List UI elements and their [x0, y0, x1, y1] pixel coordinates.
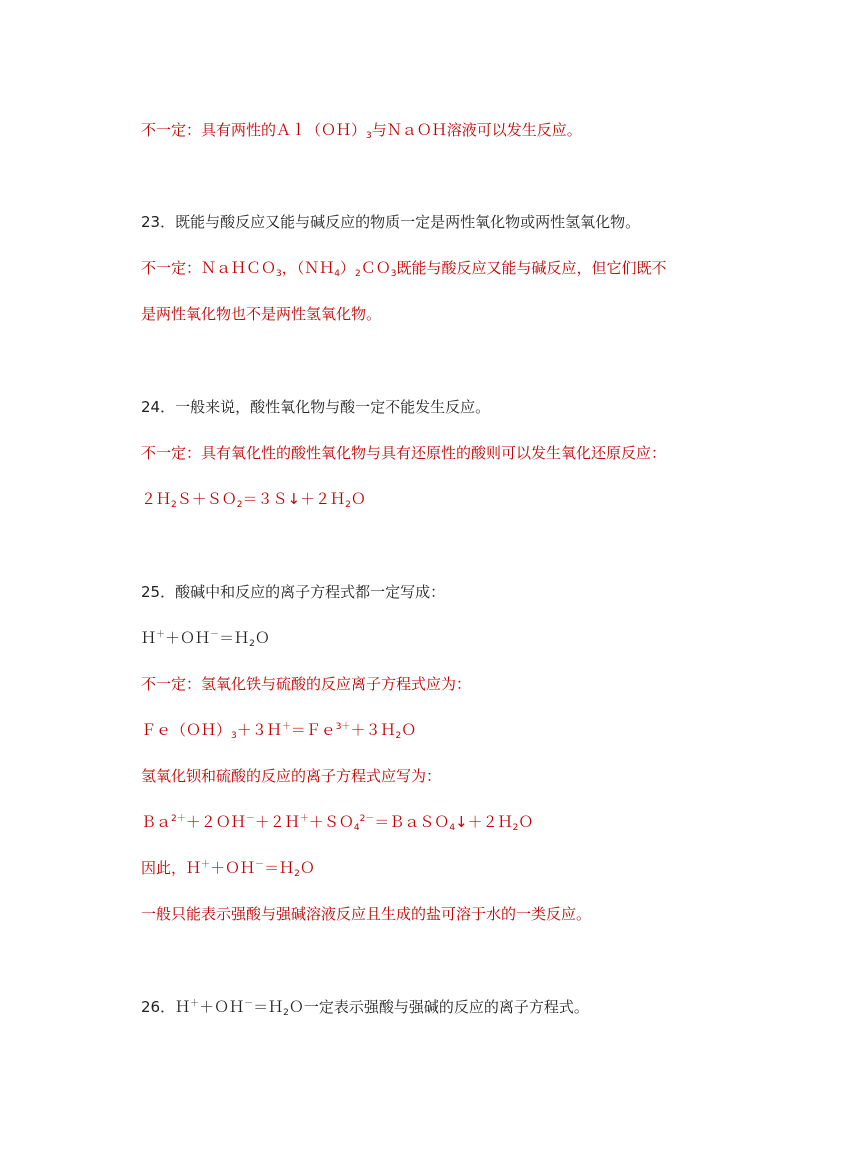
text: 不一定：具有氧化性的酸性氧化物与具有还原性的酸则可以发生氧化还原反应： — [141, 444, 667, 462]
equation-h2s-so2 — [141, 489, 366, 509]
text: 23．既能与酸反应又能与碱反应的物质一定是两性氧化物或两性氢氧化物。 — [141, 213, 641, 231]
subscript: 2 — [355, 269, 361, 279]
text: 不一定：ＮａＨＣＯ — [141, 259, 277, 277]
text: 26．Ｈ — [141, 998, 191, 1016]
subscript: 4 — [353, 823, 360, 833]
superscript: ＋ — [201, 860, 211, 870]
question-25 — [141, 582, 445, 602]
subscript: 2 — [512, 823, 519, 833]
text: Ｈ — [141, 629, 157, 647]
subscript: 2 — [236, 500, 243, 510]
subscript: 2 — [294, 869, 300, 879]
text: ＣＯ — [360, 259, 391, 277]
superscript: ＋ — [299, 814, 309, 824]
text: 氢氧化钡和硫酸的反应的离子方程式应写为： — [141, 767, 442, 785]
text: 25．酸碱中和反应的离子方程式都一定写成： — [141, 583, 446, 601]
subscript: 2 — [345, 500, 351, 510]
equation-barium-hydroxide — [141, 812, 533, 832]
text: Ｂａ — [141, 813, 172, 831]
question-24 — [141, 397, 490, 417]
superscript: ＋ — [156, 630, 166, 640]
subscript: 3 — [390, 269, 397, 279]
text: Ｓ＋ＳＯ — [176, 490, 237, 508]
text: 一般只能表示强酸与强碱溶液反应且生成的盐可溶于水的一类反应。 — [141, 905, 592, 923]
text: Ｏ — [254, 629, 270, 647]
text: Ｏ — [518, 813, 534, 831]
superscript: ＋ — [190, 999, 200, 1009]
conclusion-equation — [141, 858, 315, 878]
subscript: 4 — [449, 823, 456, 833]
subscript: 2 — [171, 500, 177, 510]
text: Ｏ — [299, 859, 315, 877]
text: ＝Ｆｅ — [290, 721, 336, 739]
equation-neutralization — [141, 628, 270, 648]
text: ＝Ｈ — [253, 998, 284, 1016]
answer-24 — [141, 443, 666, 463]
text: Ｏ — [350, 490, 366, 508]
superscript: － — [245, 814, 255, 824]
text: 既能与酸反应又能与碱反应，但它们既不 — [396, 259, 667, 277]
answer-23-line-1 — [141, 258, 667, 278]
text: ，（ＮＨ — [281, 259, 335, 277]
text: ＋ＳＯ — [308, 813, 354, 831]
subscript: 3 — [366, 131, 372, 141]
text: 是两性氧化物也不是两性氢氧化物。 — [141, 305, 382, 323]
text: ＝Ｈ — [219, 629, 250, 647]
text: 与ＮａＯＨ溶液可以发生反应。 — [371, 121, 582, 139]
question-26 — [141, 997, 589, 1017]
text: 不一定：具有两性的Ａｌ（ＯＨ） — [141, 121, 367, 139]
subscript: 2 — [395, 731, 402, 741]
subscript: 3 — [231, 731, 237, 741]
superscript: 2＋ — [171, 814, 186, 824]
text: ＋ＯＨ — [165, 629, 211, 647]
text: ＝３Ｓ↓＋２Ｈ — [242, 490, 346, 508]
superscript: － — [210, 630, 220, 640]
text: ＋ＯＨ — [210, 859, 256, 877]
subscript: 4 — [334, 269, 340, 279]
superscript: － — [255, 860, 265, 870]
text: ２Ｈ — [141, 490, 172, 508]
text: ＝Ｈ — [264, 859, 295, 877]
answer-23-line-2 — [141, 304, 381, 324]
answer-25 — [141, 674, 471, 694]
conclusion-text — [141, 904, 591, 924]
superscript: 3＋ — [335, 722, 351, 732]
subscript: 3 — [276, 269, 282, 279]
text: 不一定：氢氧化铁与硫酸的反应离子方程式应为： — [141, 675, 472, 693]
text: ） — [340, 259, 356, 277]
text: ＋３Ｈ — [236, 721, 282, 739]
text: ＝ＢａＳＯ — [374, 813, 450, 831]
answer-line-22 — [141, 120, 582, 140]
barium-intro — [141, 766, 441, 786]
superscript: ＋ — [281, 722, 291, 732]
text: Ｆｅ（ＯＨ） — [141, 721, 232, 739]
text: ＋２ＯＨ — [185, 813, 246, 831]
text: ↓＋２Ｈ — [455, 813, 513, 831]
superscript: 2－ — [359, 814, 375, 824]
text: ＋ＯＨ — [199, 998, 245, 1016]
text: Ｏ一定表示强酸与强碱的反应的离子方程式。 — [288, 998, 589, 1016]
text: Ｏ — [401, 721, 417, 739]
question-23 — [141, 212, 640, 232]
equation-iron-hydroxide — [141, 720, 416, 740]
subscript: 2 — [249, 639, 255, 649]
text: ＋２Ｈ — [254, 813, 300, 831]
text: ＋３Ｈ — [350, 721, 396, 739]
superscript: － — [244, 999, 254, 1009]
text: 因此，Ｈ — [141, 859, 202, 877]
subscript: 2 — [283, 1008, 289, 1018]
text: 24．一般来说，酸性氧化物与酸一定不能发生反应。 — [141, 398, 491, 416]
